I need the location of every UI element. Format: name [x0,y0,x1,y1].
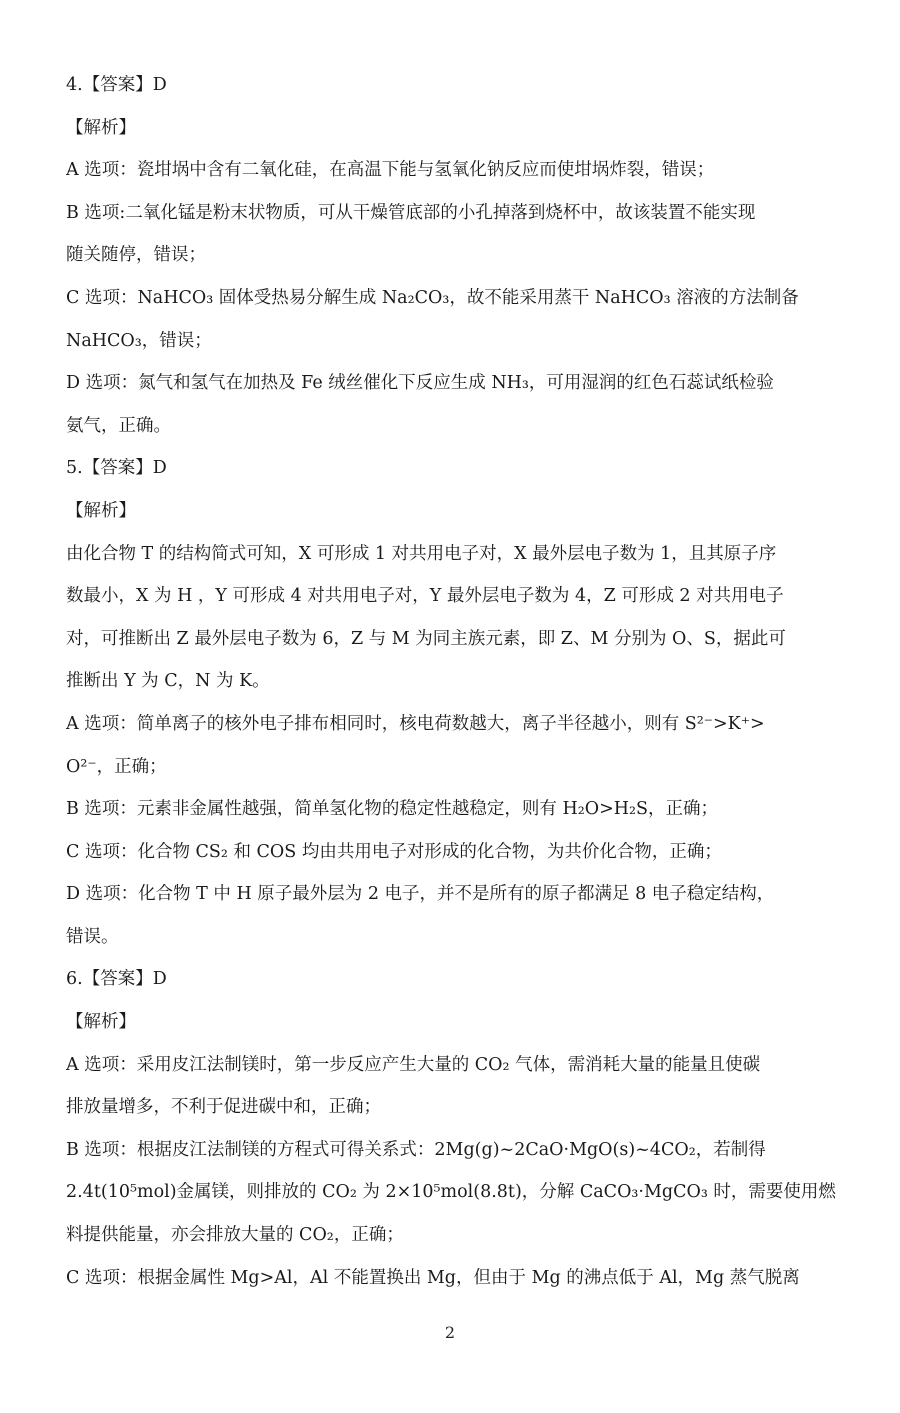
text-line: D 选项：氮气和氢气在加热及 Fe 绒丝催化下反应生成 NH₃，可用湿润的红色石蕊试纸检验 [66,373,774,394]
text-line: 4.【答案】D [66,75,167,95]
text-line: A 选项：采用皮江法制镁时，第一步反应产生大量的 CO₂ 气体，需消耗大量的能量且使碳 [66,1054,761,1075]
text-line: B 选项：根据皮江法制镁的方程式可得关系式：2Mg(g)~2CaO·MgO(s)~4CO₂，若制得 [66,1139,766,1160]
text-line: 对，可推断出 Z 最外层电子数为 6，Z 与 M 为同主族元素，即 Z、M 分别为 O、S，据此可 [66,628,786,649]
page-number: 2 [444,1323,456,1342]
text-line: 5.【答案】D [66,458,167,479]
text-line: A 选项：简单离子的核外电子排布相同时，核电荷数越大，离子半径越小，则有 S²⁻>K⁺> [66,713,765,734]
text-line: 料提供能量，亦会排放大量的 CO₂，正确； [66,1225,404,1246]
text-line: 排放量增多，不利于促进碳中和，正确； [66,1097,381,1118]
text-line: C 选项：根据金属性 Mg>Al，Al 不能置换出 Mg，但由于 Mg 的沸点低于 Al，Mg 蒸气脱离 [66,1267,800,1288]
text-line: 2.4t(10⁵mol)金属镁，则排放的 CO₂ 为 2×10⁵mol(8.8t)，分解 CaCO₃·MgCO₃ 时，需要使用燃 [66,1182,836,1203]
text-line: 【解析】 [66,1012,136,1033]
text-line: 6.【答案】D [66,969,167,990]
text-line: 推断出 Y 为 C，N 为 K。 [66,671,270,692]
text-line: 数最小，X 为 H ，Y 可形成 4 对共用电子对，Y 最外层电子数为 4，Z 可形成 2 对共用电子 [66,586,784,607]
text-line: 【解析】 [66,117,136,138]
text-line: 由化合物 T 的结构简式可知，X 可形成 1 对共用电子对，X 最外层电子数为 1，且其原子序 [66,543,777,564]
text-line: 【解析】 [66,500,136,521]
text-line: 氨气，正确。 [66,415,171,436]
text-line: C 选项：NaHCO₃ 固体受热易分解生成 Na₂CO₃，故不能采用蒸干 NaHCO₃ 溶液的方法制备 [66,287,799,308]
text-line: B 选项：元素非金属性越强，简单氢化物的稳定性越稳定，则有 H₂O>H₂S，正确； [66,799,719,820]
text-line: D 选项：化合物 T 中 H 原子最外层为 2 电子，并不是所有的原子都满足 8 电子稳定结构， [66,884,775,905]
text-line: B 选项:二氧化锰是粉末状物质，可从干燥管底部的小孔掉落到烧杯中，故该装置不能实现 [66,202,756,223]
text-line: C 选项：化合物 CS₂ 和 COS 均由共用电子对形成的化合物，为共价化合物，正确； [66,841,722,862]
text-line: A 选项：瓷坩埚中含有二氧化硅，在高温下能与氢氧化钠反应而使坩埚炸裂，错误； [66,160,715,181]
document-body [66,64,838,1299]
text-line: NaHCO₃，错误； [66,330,212,351]
text-line: O²⁻，正确； [66,756,167,777]
text-line: 错误。 [66,926,119,947]
text-line: 随关随停，错误； [66,245,206,266]
